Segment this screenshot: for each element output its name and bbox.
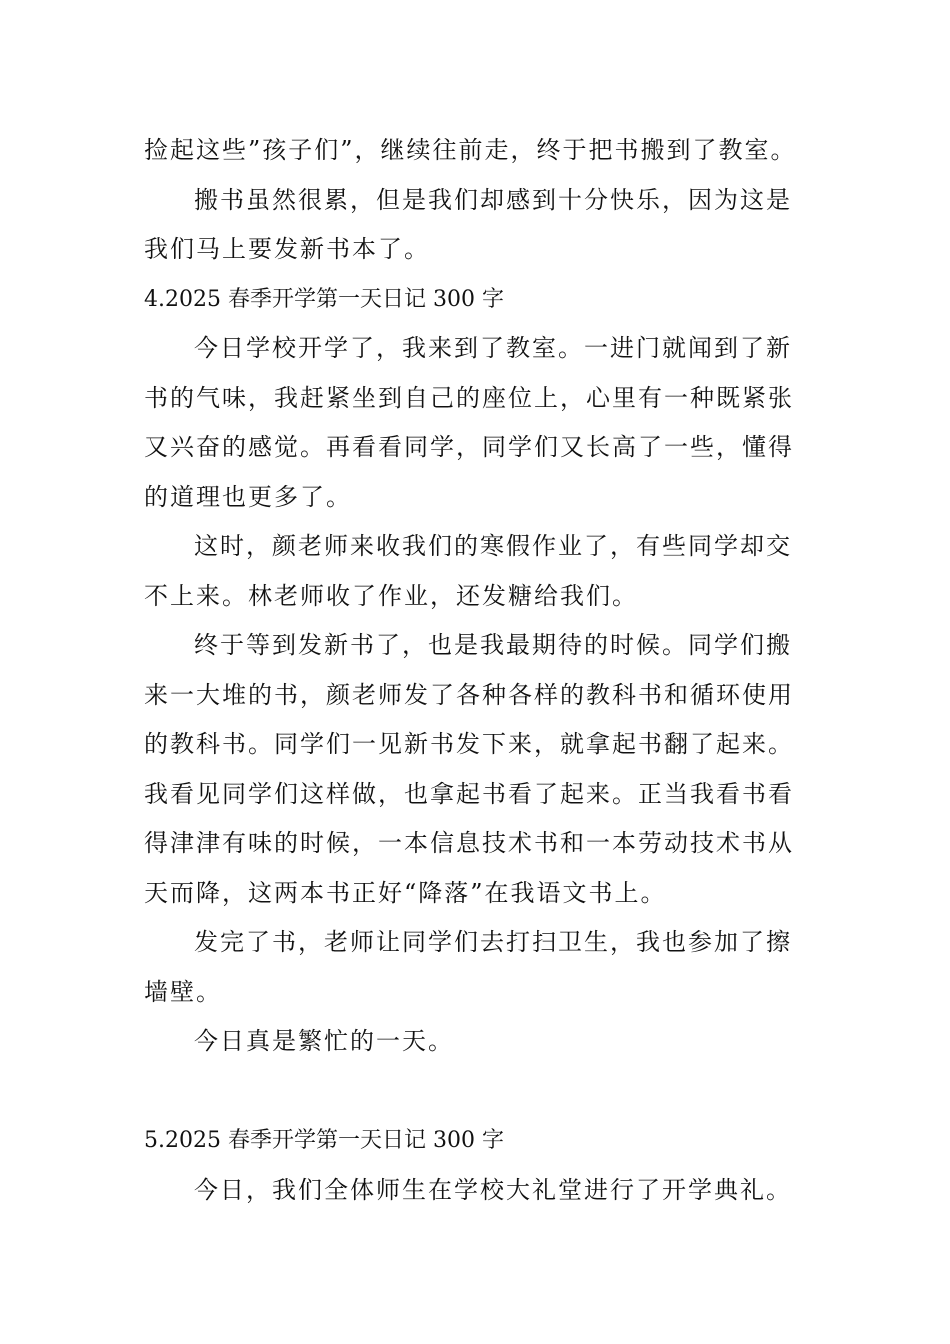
text-line: 我看见同学们这样做，也拿起书看了起来。正当我看书看	[144, 779, 794, 808]
section-heading-4: 4.2025 春季开学第一天日记 300 字	[144, 286, 504, 312]
paragraph-start: 终于等到发新书了，也是我最期待的时候。同学们搬	[194, 631, 792, 659]
text-line: 的教科书。同学们一见新书发下来，就拿起书翻了起来。	[144, 730, 794, 758]
text-line: 不上来。林老师收了作业，还发糖给我们。	[144, 581, 638, 610]
paragraph-start: 今日真是繁忙的一天。	[194, 1027, 454, 1055]
document-page	[144, 126, 808, 1215]
paragraph-start: 搬书虽然很累，但是我们却感到十分快乐，因为这是	[194, 185, 792, 214]
section-heading-5: 5.2025 春季开学第一天日记 300 字	[144, 1128, 504, 1153]
text-line: 又兴奋的感觉。再看看同学，同学们又长高了一些，懂得	[144, 433, 794, 461]
paragraph-start: 今日学校开学了，我来到了教室。一进门就闻到了新	[194, 334, 792, 362]
paragraph-start: 发完了书，老师让同学们去打扫卫生，我也参加了擦	[194, 928, 792, 956]
blank-line	[144, 1067, 808, 1117]
text-line: 我们马上要发新书本了。	[144, 235, 430, 263]
text-line: 墙壁。	[144, 977, 222, 1006]
text-line: 天而降，这两本书正好“降落”在我语文书上。	[144, 878, 667, 907]
text-line: 捡起这些”孩子们”，继续往前走，终于把书搬到了教室。	[144, 136, 797, 164]
text-line: 来一大堆的书，颜老师发了各种各样的教科书和循环使用	[144, 680, 794, 709]
text-line: 的道理也更多了。	[144, 482, 352, 511]
paragraph-start: 今日，我们全体师生在学校大礼堂进行了开学典礼。	[194, 1175, 792, 1204]
paragraph-start: 这时，颜老师来收我们的寒假作业了，有些同学却交	[194, 532, 792, 560]
text-line: 书的气味，我赶紧坐到自己的座位上，心里有一种既紧张	[144, 383, 794, 412]
text-line: 得津津有味的时候，一本信息技术书和一本劳动技术书从	[144, 829, 794, 857]
